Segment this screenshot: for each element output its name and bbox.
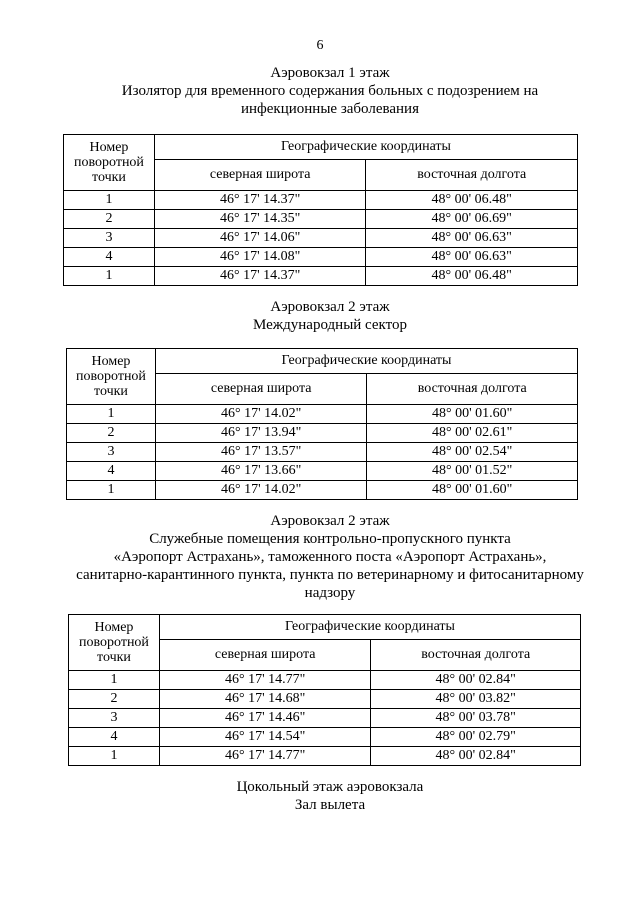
longitude-cell: 48° 00' 06.63" bbox=[366, 229, 578, 248]
header-line: точки bbox=[97, 650, 131, 665]
table-row bbox=[67, 462, 578, 481]
point-number-header bbox=[64, 135, 155, 191]
latitude-cell: 46° 17' 14.02" bbox=[155, 405, 367, 424]
table-row bbox=[67, 481, 578, 500]
latitude-cell: 46° 17' 14.35" bbox=[154, 210, 366, 229]
header-line: точки bbox=[94, 384, 128, 399]
latitude-cell: 46° 17' 13.57" bbox=[155, 443, 367, 462]
latitude-cell: 46° 17' 14.08" bbox=[154, 248, 366, 267]
point-number: 1 bbox=[69, 671, 160, 690]
longitude-cell: 48° 00' 01.60" bbox=[367, 481, 578, 500]
longitude-cell: 48° 00' 02.61" bbox=[367, 424, 578, 443]
geo-coordinates-header: Географические координаты bbox=[155, 349, 577, 374]
section-3-heading-line: санитарно-карантинного пункта, пункта по ветеринарному и фитосанитарному bbox=[76, 567, 584, 583]
table-row bbox=[64, 248, 578, 267]
section-3-heading bbox=[40, 512, 620, 602]
table-row bbox=[67, 443, 578, 462]
header-line: поворотной bbox=[79, 635, 149, 650]
point-number: 3 bbox=[69, 709, 160, 728]
latitude-cell: 46° 17' 14.37" bbox=[154, 267, 366, 286]
header-line: Номер bbox=[89, 140, 129, 155]
geo-coordinates-header: Географические координаты bbox=[154, 135, 577, 160]
latitude-header: северная широта bbox=[159, 640, 371, 671]
section-4-heading bbox=[40, 778, 620, 814]
longitude-cell: 48° 00' 02.79" bbox=[371, 728, 581, 747]
point-number: 4 bbox=[67, 462, 156, 481]
header-line: Номер bbox=[94, 620, 134, 635]
latitude-cell: 46° 17' 14.06" bbox=[154, 229, 366, 248]
header-line: точки bbox=[92, 170, 126, 185]
table-row bbox=[67, 405, 578, 424]
section-1-heading-line: Аэровокзал 1 этаж bbox=[270, 65, 390, 81]
point-number: 1 bbox=[64, 267, 155, 286]
longitude-header: восточная долгота bbox=[371, 640, 581, 671]
latitude-header: северная широта bbox=[155, 374, 367, 405]
section-1-heading-line: Изолятор для временного содержания больных с подозрением на bbox=[121, 83, 539, 99]
latitude-cell: 46° 17' 14.68" bbox=[159, 690, 371, 709]
section-3-heading-line: надзору bbox=[304, 585, 356, 601]
table-row bbox=[64, 191, 578, 210]
table-row bbox=[69, 747, 581, 766]
point-number: 3 bbox=[67, 443, 156, 462]
point-number-header bbox=[67, 349, 156, 405]
coordinates-table-1 bbox=[63, 134, 578, 286]
longitude-header: восточная долгота bbox=[367, 374, 578, 405]
longitude-cell: 48° 00' 01.60" bbox=[367, 405, 578, 424]
header-line: поворотной bbox=[74, 155, 144, 170]
latitude-cell: 46° 17' 14.37" bbox=[154, 191, 366, 210]
longitude-cell: 48° 00' 02.54" bbox=[367, 443, 578, 462]
point-number: 3 bbox=[64, 229, 155, 248]
point-number: 4 bbox=[64, 248, 155, 267]
table-row bbox=[64, 267, 578, 286]
section-3-heading-line: Служебные помещения контрольно-пропускного пункта bbox=[149, 531, 511, 547]
table-row bbox=[64, 210, 578, 229]
latitude-cell: 46° 17' 13.94" bbox=[155, 424, 367, 443]
longitude-cell: 48° 00' 06.48" bbox=[366, 267, 578, 286]
section-1-heading bbox=[40, 64, 620, 118]
section-1-heading-line: инфекционные заболевания bbox=[241, 101, 419, 117]
table-row bbox=[69, 709, 581, 728]
point-number: 2 bbox=[64, 210, 155, 229]
section-4-heading-line: Цокольный этаж аэровокзала bbox=[236, 779, 424, 795]
page-number: 6 bbox=[316, 38, 324, 53]
longitude-header: восточная долгота bbox=[366, 160, 578, 191]
coordinates-table-2 bbox=[66, 348, 578, 500]
table-row bbox=[64, 229, 578, 248]
section-4-heading-line: Зал вылета bbox=[294, 797, 366, 813]
point-number: 2 bbox=[69, 690, 160, 709]
longitude-cell: 48° 00' 03.78" bbox=[371, 709, 581, 728]
point-number: 4 bbox=[69, 728, 160, 747]
latitude-cell: 46° 17' 13.66" bbox=[155, 462, 367, 481]
point-number-header bbox=[69, 615, 160, 671]
point-number: 1 bbox=[64, 191, 155, 210]
longitude-cell: 48° 00' 06.69" bbox=[366, 210, 578, 229]
point-number: 1 bbox=[67, 481, 156, 500]
section-3-heading-line: Аэровокзал 2 этаж bbox=[270, 513, 390, 529]
header-line: Номер bbox=[91, 354, 131, 369]
table-row bbox=[69, 728, 581, 747]
latitude-cell: 46° 17' 14.77" bbox=[159, 671, 371, 690]
latitude-cell: 46° 17' 14.02" bbox=[155, 481, 367, 500]
point-number: 2 bbox=[67, 424, 156, 443]
longitude-cell: 48° 00' 03.82" bbox=[371, 690, 581, 709]
header-line: поворотной bbox=[76, 369, 146, 384]
coordinates-table-3 bbox=[68, 614, 581, 766]
latitude-cell: 46° 17' 14.46" bbox=[159, 709, 371, 728]
longitude-cell: 48° 00' 06.63" bbox=[366, 248, 578, 267]
table-row bbox=[69, 671, 581, 690]
longitude-cell: 48° 00' 02.84" bbox=[371, 671, 581, 690]
table-row bbox=[69, 690, 581, 709]
section-2-heading bbox=[40, 298, 620, 334]
section-2-heading-line: Международный сектор bbox=[252, 317, 407, 333]
latitude-header: северная широта bbox=[154, 160, 366, 191]
section-2-heading-line: Аэровокзал 2 этаж bbox=[270, 299, 390, 315]
point-number: 1 bbox=[69, 747, 160, 766]
longitude-cell: 48° 00' 02.84" bbox=[371, 747, 581, 766]
table-row bbox=[67, 424, 578, 443]
longitude-cell: 48° 00' 01.52" bbox=[367, 462, 578, 481]
latitude-cell: 46° 17' 14.54" bbox=[159, 728, 371, 747]
latitude-cell: 46° 17' 14.77" bbox=[159, 747, 371, 766]
longitude-cell: 48° 00' 06.48" bbox=[366, 191, 578, 210]
section-3-heading-line: «Аэропорт Астрахань», таможенного поста «Аэропорт Астрахань», bbox=[113, 549, 547, 565]
geo-coordinates-header: Географические координаты bbox=[159, 615, 580, 640]
point-number: 1 bbox=[67, 405, 156, 424]
